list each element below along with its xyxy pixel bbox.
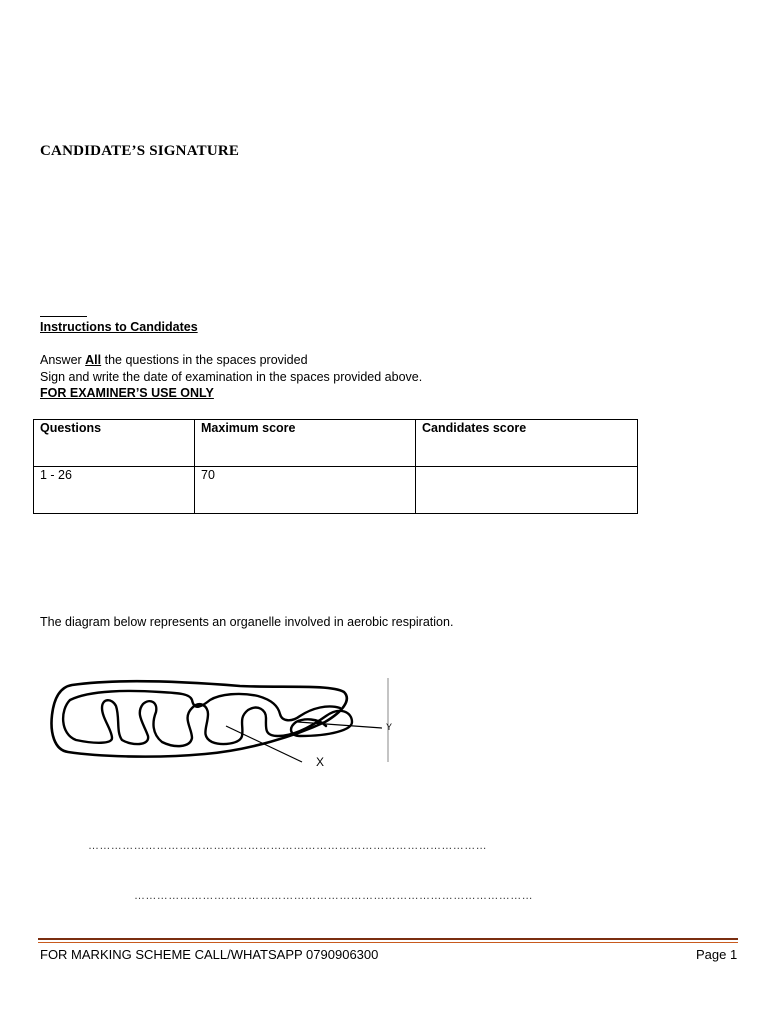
table-row [34, 467, 638, 514]
footer-marking-scheme: FOR MARKING SCHEME CALL/WHATSAPP 0790906300 [40, 947, 379, 962]
label-x: X [316, 755, 325, 769]
footer-rule-dark [38, 938, 738, 940]
question-text: The diagram below represents an organelle involved in aerobic respiration. [40, 615, 454, 629]
instruction-answer-all [40, 352, 308, 369]
inner-membrane-cristae [63, 691, 352, 746]
instruction-answer-post: the questions in the spaces provided [101, 353, 308, 367]
header-questions: Questions [34, 420, 195, 467]
candidate-signature-label: CANDIDATE’S SIGNATURE [40, 143, 240, 159]
score-table [33, 419, 638, 514]
mitochondrion-diagram [40, 670, 410, 775]
cell-questions: 1 - 26 [34, 467, 195, 514]
cell-maximum-score: 70 [195, 467, 416, 514]
cell-candidates-score[interactable] [416, 467, 638, 514]
signature-underline [40, 316, 87, 317]
examiner-use-heading: FOR EXAMINER’S USE ONLY [40, 386, 214, 400]
answer-line-1[interactable]: …………………………………………………………………………………………… [88, 840, 487, 852]
footer-rule-light [38, 942, 738, 943]
header-candidates-score: Candidates score [416, 420, 638, 467]
instruction-all-emphasis: All [85, 353, 102, 367]
instruction-answer-pre: Answer [40, 353, 86, 367]
label-y: Y [386, 722, 393, 732]
answer-line-2[interactable]: …………………………………………………………………………………………… [134, 890, 533, 902]
footer-page-number: Page 1 [696, 947, 738, 962]
instructions-heading: Instructions to Candidates [40, 320, 198, 334]
score-table-header-row [34, 420, 638, 467]
header-maximum-score: Maximum score [195, 420, 416, 467]
instruction-sign-date: Sign and write the date of examination in the spaces provided above. [40, 370, 423, 384]
